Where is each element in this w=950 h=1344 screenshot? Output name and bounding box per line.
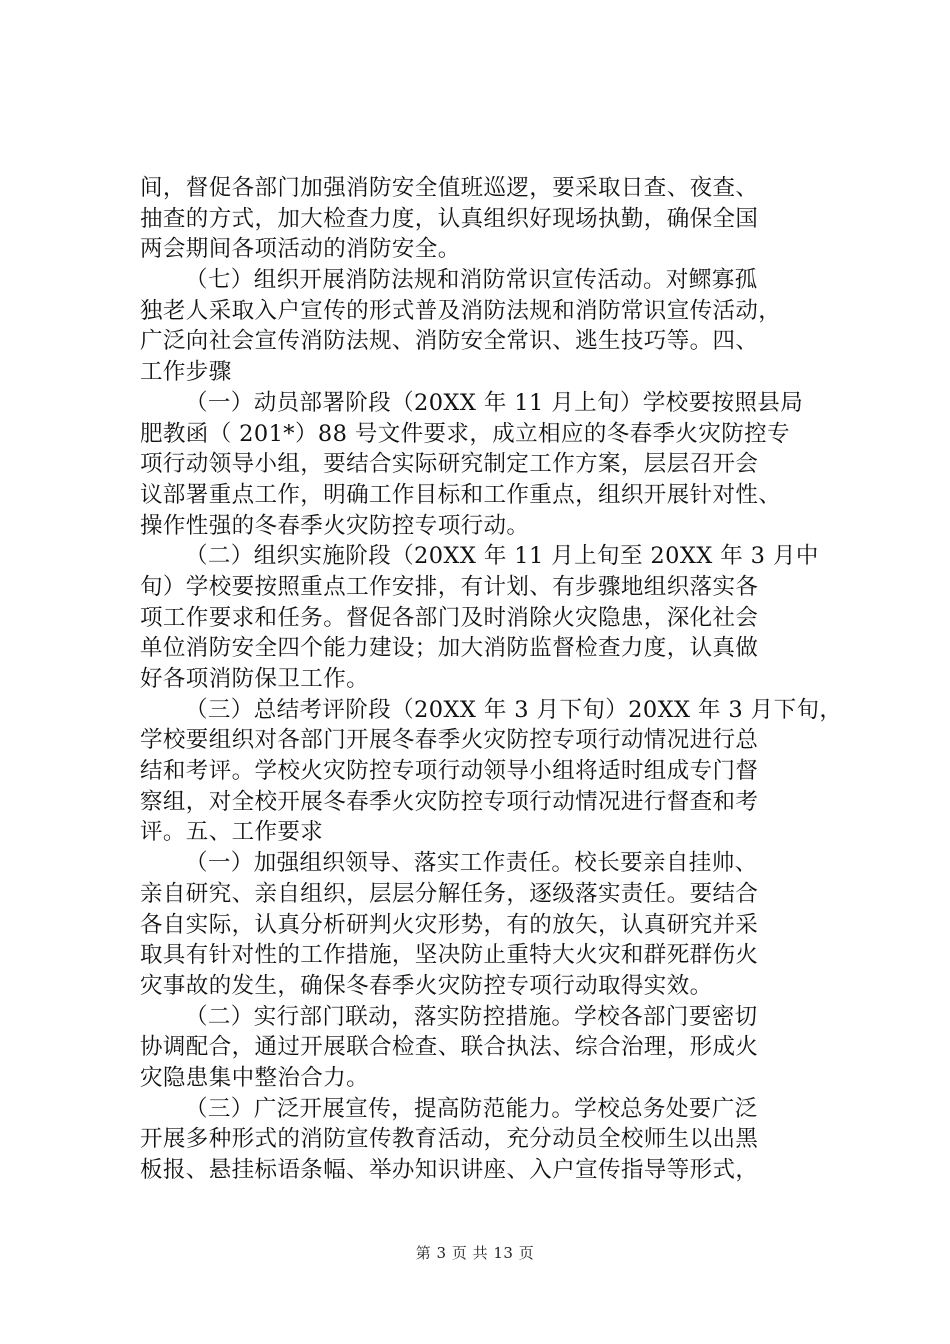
text-line: 灾隐患集中整治合力。: [140, 1064, 370, 1091]
text-line: 操作性强的冬春季火灾防控专项行动。: [140, 512, 530, 539]
text-line: 开展多种形式的消防宣传教育活动，充分动员全校师生以出黑: [140, 1126, 759, 1153]
text-line: 项工作要求和任务。督促各部门及时消除火灾隐患，深化社会: [140, 604, 759, 631]
text-line: 协调配合，通过开展联合检查、联合执法、综合治理，形成火: [140, 1034, 759, 1061]
text-line: 项行动领导小组，要结合实际研究制定工作方案，层层召开会: [140, 451, 759, 478]
text-line: （三）总结考评阶段（20XX 年 3 月下旬）20XX 年 3 月下旬，: [185, 696, 843, 723]
text-line: 议部署重点工作，明确工作目标和工作重点，组织开展针对性、: [140, 481, 782, 508]
text-line: 好各项消防保卫工作。: [140, 666, 370, 692]
text-line: 两会期间各项活动的消防安全。: [140, 236, 461, 263]
text-line: （七）组织开展消防法规和消防常识宣传活动。对鳏寡孤: [185, 267, 758, 294]
text-line: 评。五、工作要求: [140, 819, 324, 846]
text-line: 学校要组织对各部门开展冬春季火灾防控专项行动情况进行总: [140, 727, 759, 754]
text-line: 灾事故的发生，确保冬春季火灾防控专项行动取得实效。: [140, 972, 713, 999]
text-line: 肥教函（ 201*）88 号文件要求，成立相应的冬春季火灾防控专: [140, 420, 790, 447]
text-line: （一）动员部署阶段（20XX 年 11 月上旬）学校要按照县局: [185, 389, 804, 416]
text-line: 旬）学校要按照重点工作安排，有计划、有步骤地组织落实各: [140, 573, 759, 600]
text-line: 间，督促各部门加强消防安全值班巡逻，要采取日查、夜查、: [140, 175, 759, 201]
text-line: 工作步骤: [140, 359, 232, 386]
text-line: 结和考评。学校火灾防控专项行动领导小组将适时组成专门督: [140, 758, 759, 785]
text-line: （二）组织实施阶段（20XX 年 11 月上旬至 20XX 年 3 月中: [185, 543, 819, 570]
text-line: （二）实行部门联动，落实防控措施。学校各部门要密切: [185, 1003, 758, 1030]
text-line: 各自实际，认真分析研判火灾形势，有的放矢，认真研究并采: [140, 911, 759, 938]
document-body: [140, 173, 843, 1186]
text-line: 抽查的方式，加大检查力度，认真组织好现场执勤，确保全国: [140, 205, 759, 232]
text-line: 察组，对全校开展冬春季火灾防控专项行动情况进行督查和考: [140, 788, 759, 815]
text-line: 独老人采取入户宣传的形式普及消防法规和消防常识宣传活动，: [140, 297, 782, 324]
text-line: 广泛向社会宣传消防法规、消防安全常识、逃生技巧等。四、: [140, 328, 759, 355]
text-line: 板报、悬挂标语条幅、举办知识讲座、入户宣传指导等形式，: [140, 1157, 759, 1183]
text-line: （一）加强组织领导、落实工作责任。校长要亲自挂帅、: [185, 850, 758, 877]
page-footer: 第 3 页 共 13 页: [415, 1244, 535, 1262]
text-line: 取具有针对性的工作措施，坚决防止重特大火灾和群死群伤火: [140, 942, 759, 969]
text-line: 亲自研究、亲自组织，层层分解任务，逐级落实责任。要结合: [140, 880, 759, 907]
text-line: （三）广泛开展宣传，提高防范能力。学校总务处要广泛: [185, 1095, 758, 1122]
text-line: 单位消防安全四个能力建设；加大消防监督检查力度，认真做: [140, 635, 759, 662]
